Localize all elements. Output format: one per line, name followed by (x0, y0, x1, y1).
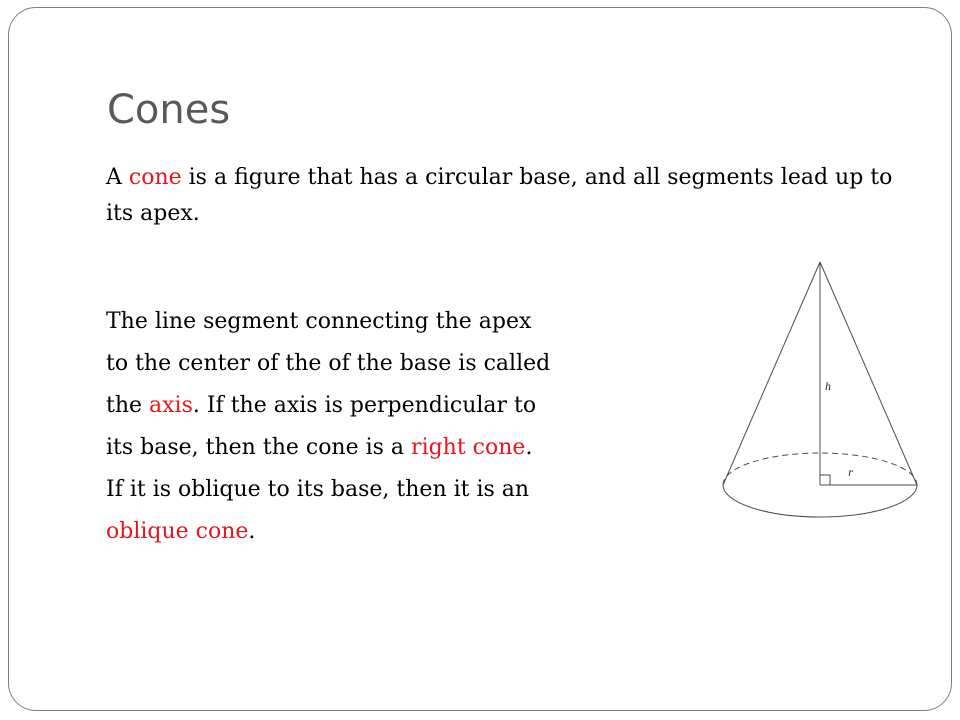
axis-line-4-after: . (525, 435, 533, 460)
axis-line-1 (106, 304, 666, 346)
cone-diagram (700, 250, 940, 540)
axis-line-5-text: If it is oblique to its base, then it is an (106, 477, 530, 502)
axis-line-2-text: to the center of the of the base is called (106, 351, 551, 376)
height-label: h (825, 382, 832, 393)
term-oblique-cone: oblique cone (106, 519, 249, 544)
axis-line-6-after: . (248, 519, 256, 544)
axis-line-1-text: The line segment connecting the apex (106, 309, 532, 334)
axis-paragraph (106, 304, 666, 556)
intro-text-after: is a figure that has a circular base, and all segments lead up to its apex. (106, 165, 893, 226)
term-axis: axis (149, 393, 193, 418)
axis-line-2 (106, 346, 666, 388)
radius-label: r (848, 468, 853, 479)
cone-left-slant (723, 262, 820, 485)
axis-line-4-before: its base, then the cone is a (106, 435, 412, 460)
axis-line-4 (106, 430, 666, 472)
intro-paragraph (106, 160, 906, 232)
slide-title: Cones (107, 87, 231, 133)
cone-base-front-arc (723, 485, 917, 517)
term-cone: cone (128, 165, 182, 190)
axis-line-3-after: . If the axis is perpendicular to (192, 393, 537, 418)
axis-line-5 (106, 472, 666, 514)
right-angle-marker (820, 475, 830, 485)
axis-line-6 (106, 514, 666, 556)
axis-line-3-before: the (106, 393, 150, 418)
term-right-cone: right cone (411, 435, 526, 460)
cone-right-slant (820, 262, 917, 485)
axis-line-3 (106, 388, 666, 430)
intro-text-before: A (106, 165, 129, 190)
